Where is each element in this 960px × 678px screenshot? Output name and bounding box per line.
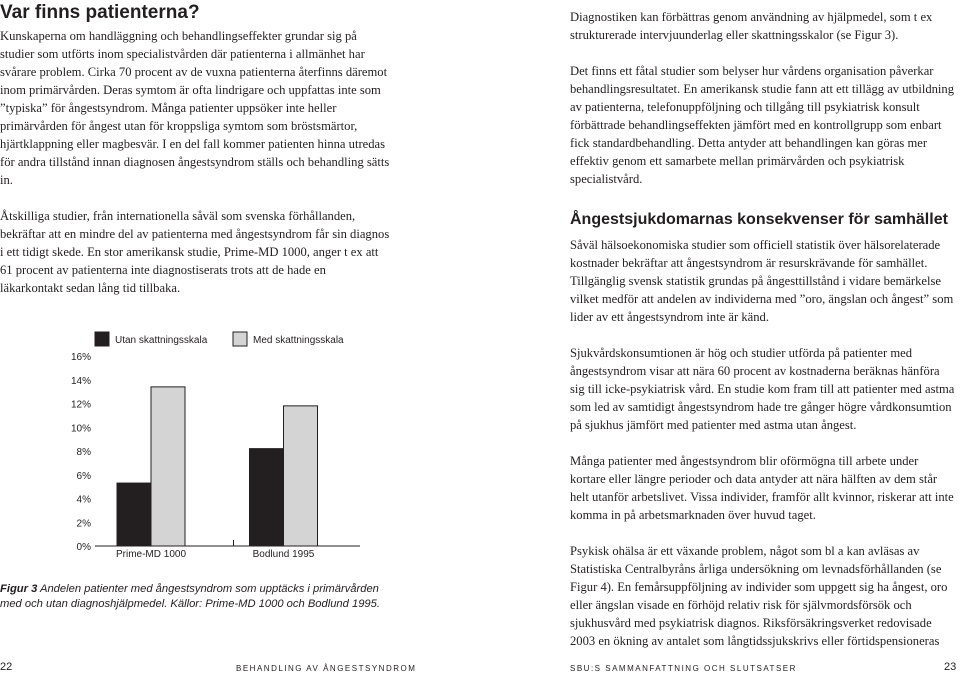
- right-running-title: SBU:S SAMMANFATTNING OCH SLUTSATSER: [570, 664, 797, 673]
- legend-swatch: [233, 332, 247, 346]
- y-tick-label: 0%: [76, 542, 91, 553]
- y-tick-label: 12%: [70, 399, 91, 411]
- body-paragraph: Åtskilliga studier, från internationella såväl som svenska förhållanden, bekräftar att en mindre del av patienterna med ångestsyndrom får sin diagnos i ett tidigt skede. En stor amerikansk studie, Prime-MD 1000, anger t ex att 61 procent av patienterna inte diagnostiserats trots att de hade en läkarkontakt sedan lång tid tillbaka.: [0, 209, 390, 295]
- y-tick-label: 16%: [70, 352, 91, 363]
- body-paragraph: Diagnostiken kan förbättras genom användning av hjälpmedel, som t ex strukturerade intervjuunderlag eller skattningsskalor (se Figur 3).: [570, 10, 933, 42]
- page-heading: Var finns patienterna?: [0, 2, 200, 23]
- section-heading: Ångestsjukdomarnas konsekvenser för samhället: [570, 211, 948, 228]
- y-tick-label: 10%: [70, 423, 91, 435]
- bar: [117, 483, 151, 546]
- x-tick-label: Bodlund 1995: [252, 549, 315, 560]
- right-page-number: 23: [944, 661, 957, 673]
- body-paragraph: Psykisk ohälsa är ett växande problem, något som bl a kan avläsas av Statistiska Centralbyråns årliga undersökning om levnadsförhållanden (se Figur 4). En femårsuppföljning av individer som uppgett sig ha ångest, oro eller ängslan visade en förhöjd relativ risk för självmordsförsök och sjukhusvård med psykiatrisk diagnos. Riksförsäkringsverket redovisade 2003 en ökning av antalet som långtidssjukskrivs eller förtidspensioneras: [570, 544, 948, 648]
- y-tick-label: 2%: [76, 518, 91, 530]
- body-paragraph: Sjukvårdskonsumtionen är hög och studier utförda på patienter med ångestsyndrom visar att nära 60 procent av kostnaderna beräknas hänföra sig till icke-psykiatrisk vård. En studie kom fram till att patienter med astma som led av samtidigt ångestsyndrom hade tre gånger högre vårdkonsumtion på sjukhus jämfört med patienter med astma utan ångest.: [570, 346, 955, 432]
- bar-chart: [55, 318, 375, 618]
- left-column: [0, 0, 392, 297]
- left-page-number: 22: [0, 661, 13, 673]
- bar: [151, 387, 185, 546]
- y-tick-label: 8%: [76, 447, 91, 458]
- y-tick-label: 14%: [70, 375, 91, 387]
- figure-caption-text: Andelen patienter med ångestsyndrom som upptäcks i primärvården med och utan diagnoshjälpmedel. Källor: Prime-MD 1000 och Bodlund 1995.: [0, 583, 380, 610]
- legend-label: Utan skattningsskala: [115, 335, 208, 346]
- x-tick-label: Prime-MD 1000: [115, 549, 187, 560]
- body-paragraph: Såväl hälsoekonomiska studier som officiell statistik över hälsorelaterade kostnader bekräftar att ångestsyndrom är resurskrävande för samhället. Tillgänglig svensk statistik grundas på ångesttillstånd i vidare bemärkelse vilket medför att andelen av individerna med ”oro, ängslan och ångest” som lider av ett ångestsyndrom inte är känd.: [570, 238, 954, 324]
- body-paragraph: Kunskaperna om handläggning och behandlingseffekter grundar sig på studier som utförts inom specialistvården där patienterna i allmänhet har svårare problem. Cirka 70 procent av de vuxna patienterna återfinns däremot inom primärvården. Deras symtom är ofta lindrigare och uppfattas inte som ”typiska” för ångestsyndrom. Många patienter uppsöker inte heller primärvården för ångest utan för kroppsliga symtom som bröstsmärtor, hjärtklappning eller magbesvär. I en del fall kommer patienten hinna utredas för andra tillstånd innan diagnosen ångestsyndrom ställs och behandling sätts in.: [0, 29, 390, 187]
- body-paragraph: Det finns ett fåtal studier som belyser hur vårdens organisation påverkar behandlingsresultatet. En amerikansk studie fann att ett tillägg av utbildning av patienterna, telefonuppföljning och tillgång till psykiatrisk konsult förbättrade behandlingseffekten jämfört med en kontrollgrupp som enbart fick standardbehandling. Detta antyder att behandlingen kan göras mer effektiv genom ett samarbete mellan primärvården och psykiatrisk specialistvård.: [570, 64, 955, 186]
- bar: [250, 449, 284, 546]
- right-column: [570, 0, 955, 650]
- figure-3-chart: [55, 318, 375, 618]
- figure-caption-label: Figur 3: [0, 583, 38, 595]
- legend-swatch: [95, 332, 109, 346]
- body-paragraph: Många patienter med ångestsyndrom blir oförmögna till arbete under kortare eller längre perioder och data antyder att nära hälften av dem står helt utanför arbetslivet. Vissa individer, framför allt kvinnor, riskerar att inte komma in på arbetsmarknaden över huvud taget.: [570, 454, 954, 522]
- y-tick-label: 4%: [76, 494, 91, 506]
- figure-caption: [0, 582, 395, 612]
- left-running-title: BEHANDLING AV ÅNGESTSYNDROM: [236, 664, 417, 673]
- bar: [284, 406, 318, 546]
- legend-label: Med skattningsskala: [253, 335, 344, 346]
- y-tick-label: 6%: [76, 470, 91, 482]
